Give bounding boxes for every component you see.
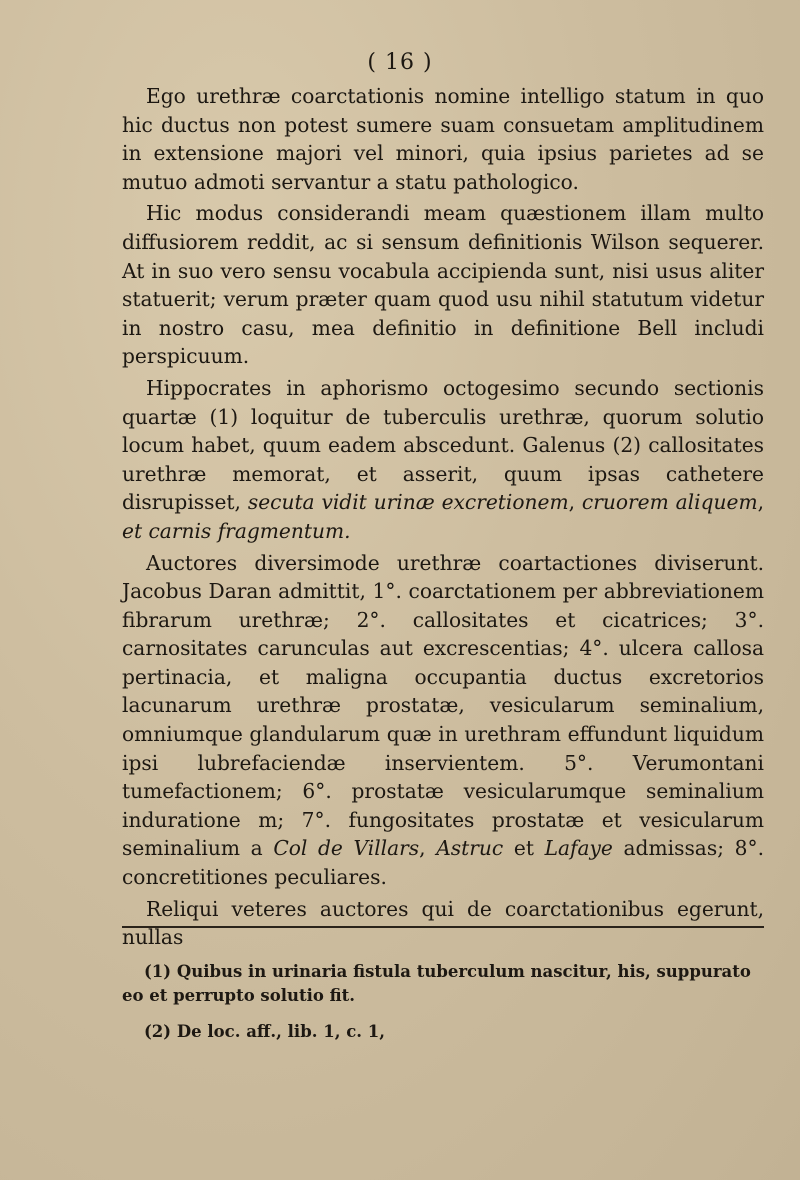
footnote-divider [122,926,764,928]
italic-author: Astruc [436,836,504,861]
italic-quote: cruorem aliquem [581,490,758,515]
paragraph-text: Auctores diversimode urethræ coartactiones diviserunt. Jacobus Daran admittit, 1°. coarctationem per abbreviationem fibrarum urethræ; 2°. callositates et cicatrices; 3°. carnositates carunculas aut excrescentias; 4°. ulcera callosa pertinacia, et maligna occupantia ductus excretorios lacunarum urethræ prostatæ, vesicularum seminalium, omniumque glandularum quæ in urethram effundunt liquidum ipsi lubrefaciendæ inservientem. 5°. Verumontani tumefactionem; 6°. prostatæ vesicularumque seminalium induratione m; 7°. fungositates prostatæ et vesicularum seminalium a [122,550,764,861]
separator: , [419,836,437,861]
italic-quote: secuta vidit urinæ excretionem [247,490,569,515]
paragraph-consideration: Hic modus considerandi meam quæstionem illam multo diffusiorem reddit, ac si sensum definitionis Wilson sequerer. At in suo vero sensu vocabula accipienda sunt, nisi usus aliter statuerit; verum præter quam quod usu nihil statutum videtur in nostro casu, mea definitio in definitione Bell includi perspicuum. [122,201,764,369]
paragraph-reliqui: Reliqui veteres auctores qui de coarctationibus egerunt, nullas [122,896,764,950]
italic-quote: et carnis fragmentum. [122,518,351,543]
paragraph-definition: Ego urethræ coarctationis nomine intelligo statum in quo hic ductus non potest sumere suam consuetam amplitudinem in extensione majori vel minori, quia ipsius parietes ad se mutuo admoti servantur a statu pathologico. [122,84,764,194]
paragraph-auctores [122,549,764,892]
paragraph-text: Hippocrates in aphorismo octogesimo secundo sectionis quartæ (1) loquitur de tuberculis urethræ, quorum solutio locum habet, quum eadem abscedunt. Galenus (2) callositates urethræ memorat, et asserit, quum ipsas cathetere disrupisset, [122,375,764,515]
page-number: ( 16 ) [367,50,433,75]
italic-author: Col de Villars [273,836,420,861]
footnote-1: (1) Quibus in urinaria fistula tuberculum nascitur, his, suppurato eo et perrupto solutio fit. [122,962,751,1005]
main-text [122,82,764,952]
separator: , [757,490,765,515]
footnotes [122,960,764,1056]
paragraph-text: admissas; 8°. concretitiones peculiares. [122,836,764,890]
italic-author: Lafaye [544,836,613,861]
footnote-2: (2) De loc. aff., lib. 1, c. 1, [144,1022,385,1041]
separator: et [503,836,545,861]
separator: , [568,490,582,515]
paragraph-hippocrates [122,374,764,546]
